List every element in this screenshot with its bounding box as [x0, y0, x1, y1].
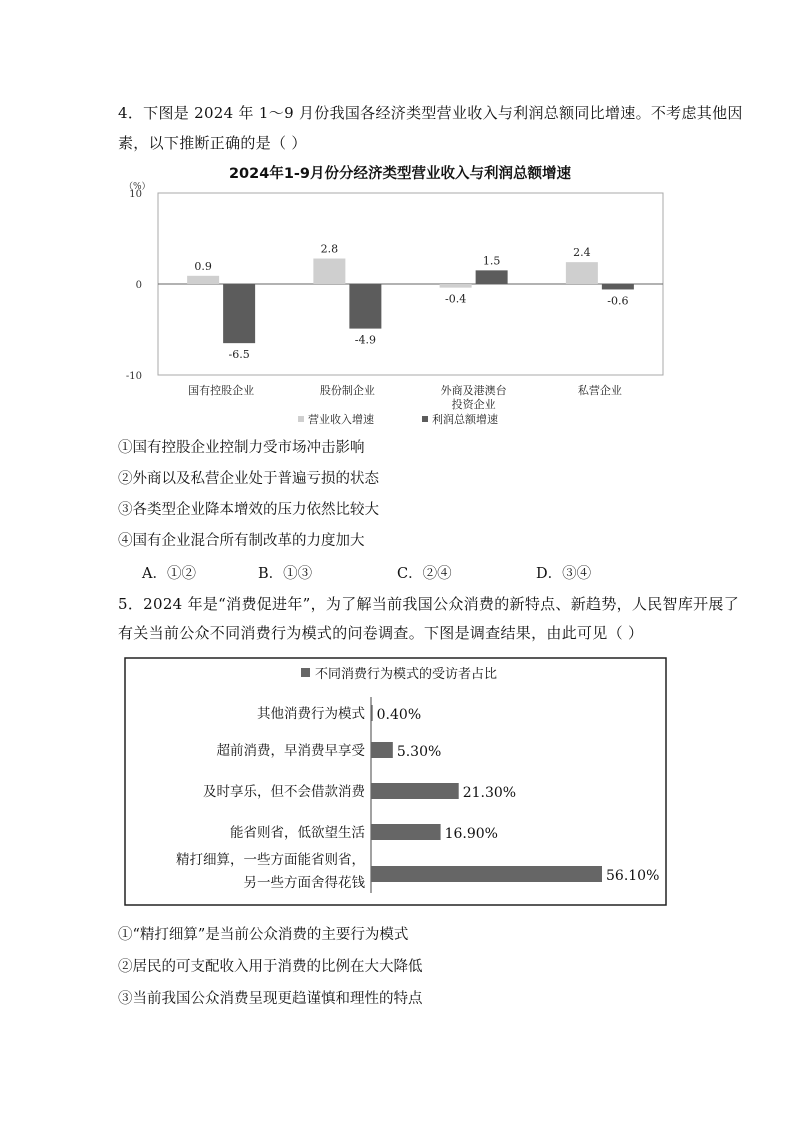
chart2-data-label: 0.40% [376, 707, 422, 723]
chart2-category-label-line2: 另一些方面舍得花钱 [243, 875, 365, 891]
chart1-category-label-line2: 投资企业 [451, 398, 496, 411]
chart1-bar-profit [476, 270, 508, 284]
chart2-bar [371, 824, 441, 840]
q5-stem-line2: 有关当前公众不同消费行为模式的问卷调查。下图是调查结果，由此可见（ ） [118, 624, 644, 642]
chart2-bar [371, 783, 459, 799]
q5-option-2: ②居民的可支配收入用于消费的比例在大大降低 [118, 959, 423, 975]
chart1-data-label: 2.4 [573, 246, 591, 260]
chart1-category-label: 股份制企业 [319, 384, 375, 397]
q4-choice-a[interactable]: A．①② [142, 566, 196, 582]
chart2-bar [371, 705, 373, 721]
chart2-legend-label: 不同消费行为模式的受访者占比 [315, 667, 498, 682]
chart1-bar-revenue [440, 284, 472, 288]
chart2-data-label: 56.10% [606, 868, 660, 884]
chart1-data-label: 1.5 [482, 254, 501, 268]
chart1-data-label: 0.9 [194, 259, 212, 273]
chart2 [124, 657, 668, 907]
chart1-legend-label: 营业收入增速 [308, 413, 374, 426]
chart1-bar-revenue [187, 276, 219, 284]
q4-option-2: ②外商以及私营企业处于普遍亏损的状态 [118, 471, 379, 487]
chart1-legend-swatch [422, 416, 428, 422]
chart2-data-label: 16.90% [444, 826, 498, 842]
q4-option-1: ①国有控股企业控制力受市场冲击影响 [118, 440, 365, 456]
chart1-data-label: -6.5 [228, 348, 250, 362]
chart1-bar-profit [349, 284, 381, 329]
chart2-bar [371, 742, 393, 758]
chart1-category-label: 私营企业 [577, 384, 622, 397]
chart1-data-label: -4.9 [354, 333, 376, 347]
q4-stem-line2: 素，以下推断正确的是（ ） [118, 134, 307, 152]
chart1-data-label: -0.4 [445, 292, 467, 306]
chart1-legend-swatch [298, 416, 304, 422]
chart2-category-label: 超前消费，早消费早享受 [216, 743, 365, 759]
q5-option-3: ③当前我国公众消费呈现更趋谨慎和理性的特点 [118, 991, 423, 1007]
chart1-title: 2024年1-9月份分经济类型营业收入与利润总额增速 [228, 166, 572, 182]
chart2-category-label: 能省则省，低欲望生活 [230, 825, 365, 841]
chart1-legend-label: 利润总额增速 [432, 413, 498, 426]
chart2-legend-swatch [301, 668, 310, 677]
q4-stem-line1: 4．下图是 2024 年 1～9 月份我国各经济类型营业收入与利润总额同比增速。不考虑其他因 [118, 104, 743, 122]
chart1-category-label: 外商及港澳台 [440, 384, 507, 397]
chart1-ytick: -10 [125, 371, 142, 382]
chart2-data-label: 21.30% [462, 785, 517, 801]
q4-option-4: ④国有企业混合所有制改革的力度加大 [118, 533, 365, 549]
chart1-bar-revenue [566, 262, 598, 284]
chart1-category-label: 国有控股企业 [188, 384, 255, 397]
chart2-bar [371, 866, 602, 882]
chart1-data-label: 2.8 [320, 242, 339, 256]
chart2-category-label: 精打细算，一些方面能省则省， [176, 852, 365, 868]
q5-option-1: ①“精打细算”是当前公众消费的主要行为模式 [118, 927, 409, 943]
chart1-bar-revenue [313, 259, 345, 284]
chart1-bar-profit [602, 284, 634, 289]
chart1-ytick: 10 [129, 189, 142, 200]
q4-choice-b[interactable]: B．①③ [258, 566, 313, 582]
chart1-data-label: -0.6 [607, 294, 629, 308]
chart2-category-label: 其他消费行为模式 [257, 706, 365, 722]
chart2-category-label: 及时享乐，但不会借款消费 [203, 784, 365, 800]
q4-choice-d[interactable]: D．③④ [536, 566, 592, 582]
chart1-ytick: 0 [135, 280, 142, 291]
chart1-bar-profit [223, 284, 255, 343]
chart1 [110, 158, 680, 434]
q4-choice-c[interactable]: C．②④ [397, 566, 452, 582]
q5-stem-line1: 5．2024 年是“消费促进年”，为了解当前我国公众消费的新特点、新趋势，人民智库开展了 [118, 595, 740, 613]
chart2-data-label: 5.30% [396, 744, 442, 760]
chart1-ylabel: （%） [124, 182, 151, 192]
q4-option-3: ③各类型企业降本增效的压力依然比较大 [118, 502, 379, 518]
